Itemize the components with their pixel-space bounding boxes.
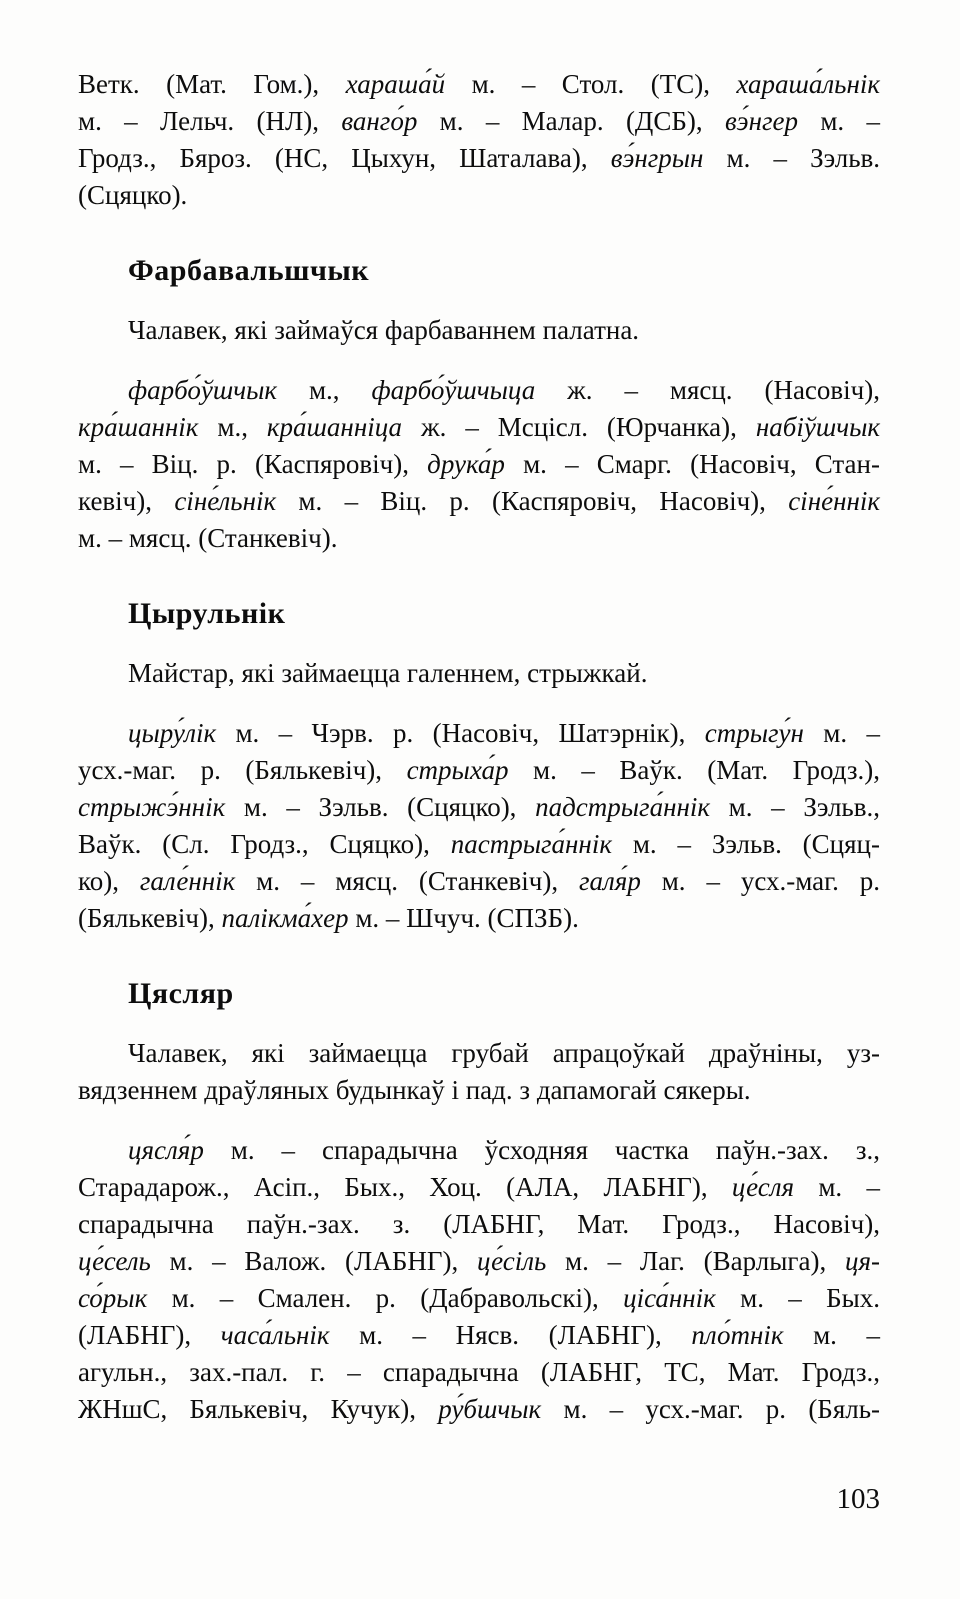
dialect-word: це́сель	[78, 1246, 151, 1276]
dialect-word: стрыжэ́ннік	[78, 792, 226, 822]
dialect-word: ціса́ннік	[623, 1283, 716, 1313]
text-run: м. – мясц. (Станкевіч),	[235, 866, 579, 896]
dialect-word: хараша́й	[345, 69, 446, 99]
dialect-word: палікма́хер	[221, 903, 349, 933]
dialect-word: вэ́нгрын	[610, 143, 704, 173]
text-line	[78, 1206, 880, 1243]
text-line	[78, 1035, 880, 1072]
text-run: (Бялькевіч),	[78, 903, 222, 933]
paragraph	[78, 715, 880, 937]
text-run: м. – Віц. р. (Каспяровіч),	[78, 449, 428, 479]
dialect-word: часа́льнік	[220, 1320, 330, 1350]
text-run: м. – Валож. (ЛАБНГ),	[150, 1246, 477, 1276]
text-line	[78, 655, 880, 692]
text-run: м. – Зэльв. (Сцяц-	[611, 829, 880, 859]
text-run: вядзеннем драўляных будынкаў і пад. з дапамогай сякеры.	[78, 1075, 751, 1105]
section-heading: Цырульнік	[128, 597, 286, 630]
dialect-word: це́сіль	[476, 1246, 547, 1276]
text-run: м. – Смарг. (Насовіч, Стан-	[504, 449, 880, 479]
dialect-word: ця-	[844, 1246, 880, 1276]
text-line	[78, 826, 880, 863]
dialect-word: со́рык	[78, 1283, 148, 1313]
text-line	[78, 863, 880, 900]
page-content	[78, 66, 880, 1428]
page-number: 103	[836, 1483, 880, 1515]
text-line	[78, 752, 880, 789]
dialect-word: галя́р	[578, 866, 641, 896]
text-run: м. –	[794, 1172, 880, 1202]
paragraph	[78, 66, 880, 214]
text-run: м. – усх.-маг. р.	[640, 866, 881, 896]
text-run: м. – Стол. (ТС),	[445, 69, 737, 99]
text-run: м. – Бых.	[715, 1283, 881, 1313]
dialect-word: хараша́льнік	[736, 69, 880, 99]
dialect-word: падстрыга́ннік	[535, 792, 710, 822]
text-run: м. – Ваўк. (Мат. Гродз.),	[508, 755, 880, 785]
dialect-word: кра́шаннік	[78, 412, 199, 442]
paragraph	[78, 372, 880, 557]
text-line	[78, 1317, 880, 1354]
section-heading: Цясляр	[128, 977, 234, 1010]
text-line	[78, 1072, 880, 1109]
dialect-word: фарбо́ўшчык	[128, 375, 278, 405]
dialect-word: цыру́лік	[128, 718, 217, 748]
dialect-word: ванго́р	[341, 106, 418, 136]
dialect-word: вэ́нгер	[724, 106, 798, 136]
text-run: Гродз., Бяроз. (НС, Цыхун, Шаталава),	[78, 143, 611, 173]
text-line	[78, 446, 880, 483]
text-line	[78, 715, 880, 752]
text-line	[78, 789, 880, 826]
text-run: м. – спарадычна ўсходняя частка паўн.-зах. з.,	[203, 1135, 880, 1165]
text-run: м. – мясц. (Станкевіч).	[78, 523, 338, 553]
dialect-word: це́сля	[731, 1172, 795, 1202]
text-line	[78, 372, 880, 409]
text-run: м. – усх.-маг. р. (Бяль-	[541, 1394, 881, 1424]
text-line	[78, 1169, 880, 1206]
dialect-word: гале́ннік	[139, 866, 236, 896]
dialect-word: сіне́льнік	[174, 486, 277, 516]
text-run: Майстар, які займаецца галеннем, стрыжкай.	[128, 658, 648, 688]
text-run: спарадычна паўн.-зах. з. (ЛАБНГ, Мат. Гродз., Насовіч),	[78, 1209, 880, 1239]
text-line	[78, 177, 880, 214]
dialect-word: цясля́р	[128, 1135, 204, 1165]
text-run: кевіч),	[78, 486, 175, 516]
text-line	[78, 66, 880, 103]
text-run: Ветк. (Мат. Гом.),	[78, 69, 346, 99]
text-run: ж. – мясц. (Насовіч),	[535, 375, 880, 405]
text-run: м. –	[803, 718, 880, 748]
text-line	[78, 520, 880, 557]
text-line	[78, 103, 880, 140]
dialect-word: набіўшчык	[755, 412, 880, 442]
text-line	[78, 483, 880, 520]
text-run: м. – Малар. (ДСБ),	[417, 106, 725, 136]
text-run: м. –	[783, 1320, 881, 1350]
text-run: ЖНшС, Бялькевіч, Кучук),	[78, 1394, 439, 1424]
text-line	[78, 1243, 880, 1280]
text-line	[78, 1132, 880, 1169]
text-run: усх.-маг. р. (Бялькевіч),	[78, 755, 407, 785]
text-line	[78, 900, 880, 937]
text-line	[78, 1391, 880, 1428]
dialect-word: стрыгу́н	[704, 718, 804, 748]
text-run: Ваўк. (Сл. Гродз., Сцяцко),	[78, 829, 451, 859]
text-run: Чалавек, які займаўся фарбаваннем палатна.	[128, 315, 640, 345]
text-line	[78, 1354, 880, 1391]
text-run: ко),	[78, 866, 140, 896]
text-run: м.,	[277, 375, 372, 405]
text-run: м. – Зэльв. (Сцяцко),	[225, 792, 536, 822]
paragraph	[78, 1035, 880, 1109]
text-run: м. – Лельч. (НЛ),	[78, 106, 342, 136]
paragraph	[78, 1132, 880, 1428]
dialect-word: стрыха́р	[406, 755, 509, 785]
text-run: м. –	[797, 106, 880, 136]
text-run: м. – Віц. р. (Каспяровіч, Насовіч),	[276, 486, 789, 516]
text-run: м. – Нясв. (ЛАБНГ),	[329, 1320, 692, 1350]
paragraph	[78, 312, 880, 349]
text-line	[78, 140, 880, 177]
text-run: Чалавек, які займаецца грубай апрацоўкай драўніны, уз-	[128, 1038, 880, 1068]
dialect-word: сіне́ннік	[788, 486, 880, 516]
text-run: м. – Смален. р. (Дабравольскі),	[147, 1283, 624, 1313]
text-run: м. – Зэльв.,	[710, 792, 880, 822]
paragraph	[78, 655, 880, 692]
text-run: агульн., зах.-пал. г. – спарадычна (ЛАБНГ, ТС, Мат. Гродз.,	[78, 1357, 880, 1387]
dialect-word: фарбо́ўшчыца	[371, 375, 536, 405]
text-line	[78, 1280, 880, 1317]
dialect-word: пастрыга́ннік	[450, 829, 612, 859]
text-run: м. – Лаг. (Варлыга),	[546, 1246, 845, 1276]
text-run: м.,	[198, 412, 267, 442]
dialect-word: кра́шанніца	[266, 412, 403, 442]
dialect-word: ру́бшчык	[438, 1394, 542, 1424]
dialect-word: друка́р	[427, 449, 505, 479]
text-line	[78, 409, 880, 446]
text-run: м. – Шчуч. (СПЗБ).	[348, 903, 579, 933]
text-run: (ЛАБНГ),	[78, 1320, 221, 1350]
text-run: м. – Зэльв.	[703, 143, 881, 173]
text-run: Старадарож., Асіп., Бых., Хоц. (АЛА, ЛАБНГ),	[78, 1172, 732, 1202]
text-line	[78, 312, 880, 349]
section-heading: Фарбавальшчык	[128, 254, 370, 287]
text-run: ж. – Мсцісл. (Юрчанка),	[402, 412, 756, 442]
text-run: (Сцяцко).	[78, 180, 188, 210]
text-run: м. – Чэрв. р. (Насовіч, Шатэрнік),	[216, 718, 705, 748]
dialect-word: пло́тнік	[691, 1320, 784, 1350]
